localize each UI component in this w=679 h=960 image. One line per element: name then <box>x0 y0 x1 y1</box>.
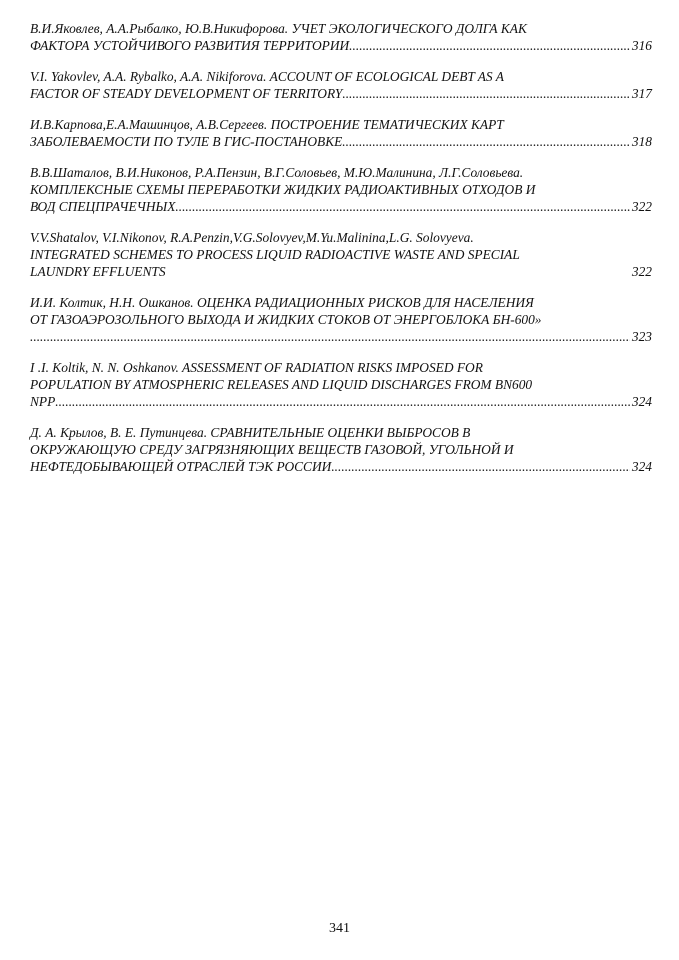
entry-authors: В.И.Яковлев, А.А.Рыбалко, Ю.В.Никифорова. <box>30 21 289 36</box>
entry-title: КОМПЛЕКСНЫЕ СХЕМЫ ПЕРЕРАБОТКИ ЖИДКИХ РАДИОАКТИВНЫХ ОТХОДОВ И <box>30 182 536 197</box>
toc-entry <box>30 424 652 475</box>
entry-page: 324 <box>631 459 652 474</box>
entry-line <box>30 133 652 150</box>
entry-page: 316 <box>631 38 652 53</box>
entry-line <box>30 68 652 85</box>
toc-entry <box>30 229 652 280</box>
entry-line <box>30 458 652 475</box>
entry-authors: В.В.Шаталов, В.И.Никонов, Р.А.Пензин, В.Г.Соловьев, М.Ю.Малинина, Л.Г.Соловьева. <box>30 165 524 180</box>
dot-leader <box>55 393 630 410</box>
entry-title: ФАКТОРА УСТОЙЧИВОГО РАЗВИТИЯ ТЕРРИТОРИИ <box>30 38 350 53</box>
entry-title: ОТ ГАЗОАЭРОЗОЛЬНОГО ВЫХОДА И ЖИДКИХ СТОКОВ ОТ ЭНЕРГОБЛОКА БН-600» <box>30 312 542 327</box>
entry-authors: Д. А. Крылов, В. Е. Путинцева. <box>30 425 208 440</box>
entry-line <box>30 37 652 54</box>
entry-line <box>30 393 652 410</box>
entry-authors: V.V.Shatalov, V.I.Nikonov, R.A.Penzin,V.G.Solovyev,M.Yu.Malinina,L.G. Solovyeva. <box>30 230 474 245</box>
entry-title: ВОД СПЕЦПРАЧЕЧНЫХ <box>30 199 176 214</box>
entry-title: СРАВНИТЕЛЬНЫЕ ОЦЕНКИ ВЫБРОСОВ В <box>210 425 471 440</box>
toc-entry <box>30 68 652 102</box>
entry-line <box>30 198 652 215</box>
dot-leader <box>349 37 630 54</box>
entry-title: ОКРУЖАЮЩУЮ СРЕДУ ЗАГРЯЗНЯЮЩИХ ВЕЩЕСТВ ГАЗОВОЙ, УГОЛЬНОЙ И <box>30 442 514 457</box>
dot-leader <box>331 458 630 475</box>
entry-line <box>30 359 652 376</box>
entry-line <box>30 263 652 280</box>
entry-line <box>30 328 652 345</box>
toc-entry <box>30 359 652 410</box>
entry-page: 322 <box>631 199 652 214</box>
entry-page: 317 <box>631 86 652 101</box>
entry-authors: V.I. Yakovlev, A.A. Rybalko, A.A. Nikiforova. <box>30 69 267 84</box>
entry-title: FACTOR OF STEADY DEVELOPMENT OF TERRITORY <box>30 86 343 101</box>
dot-leader <box>175 198 630 215</box>
entry-line <box>30 116 652 133</box>
page-number: 341 <box>329 921 350 936</box>
entry-page: 322 <box>631 264 652 279</box>
entry-page: 318 <box>631 134 652 149</box>
table-of-contents <box>30 20 652 489</box>
entry-title: LAUNDRY EFFLUENTS <box>30 264 166 279</box>
entry-line <box>30 85 652 102</box>
entry-title: INTEGRATED SCHEMES TO PROCESS LIQUID RADIOACTIVE WASTE AND SPECIAL <box>30 247 520 262</box>
entry-line <box>30 294 652 311</box>
toc-entry <box>30 164 652 215</box>
entry-authors: И.В.Карпова,Е.А.Машинцов, А.В.Сергеев. <box>30 117 268 132</box>
entry-line <box>30 424 652 441</box>
entry-title: NPP <box>30 394 56 409</box>
dot-leader <box>342 133 630 150</box>
entry-title: ЗАБОЛЕВАЕМОСТИ ПО ТУЛЕ В ГИС-ПОСТАНОВКЕ <box>30 134 343 149</box>
entry-title: ASSESSMENT OF RADIATION RISKS IMPOSED FOR <box>182 360 483 375</box>
entry-title: ACCOUNT OF ECOLOGICAL DEBT AS A <box>269 69 504 84</box>
entry-page: 323 <box>631 329 652 344</box>
entry-title: ОЦЕНКА РАДИАЦИОННЫХ РИСКОВ ДЛЯ НАСЕЛЕНИЯ <box>196 295 534 310</box>
entry-title: ПОСТРОЕНИЕ ТЕМАТИЧЕСКИХ КАРТ <box>270 117 504 132</box>
entry-title: НЕФТЕДОБЫВАЮЩЕЙ ОТРАСЛЕЙ ТЭК РОССИИ <box>30 459 332 474</box>
toc-entry <box>30 20 652 54</box>
dot-leader <box>342 85 630 102</box>
entry-page: 324 <box>631 394 652 409</box>
entry-title: POPULATION BY ATMOSPHERIC RELEASES AND LIQUID DISCHARGES FROM BN600 <box>30 377 533 392</box>
entry-authors: И.И. Колтик, Н.Н. Ошканов. <box>30 295 194 310</box>
entry-title: УЧЕТ ЭКОЛОГИЧЕСКОГО ДОЛГА КАК <box>291 21 527 36</box>
dot-leader <box>30 328 630 345</box>
entry-authors: I .I. Koltik, N. N. Oshkanov. <box>30 360 179 375</box>
toc-entry <box>30 294 652 345</box>
entry-line <box>30 20 652 37</box>
toc-entry <box>30 116 652 150</box>
